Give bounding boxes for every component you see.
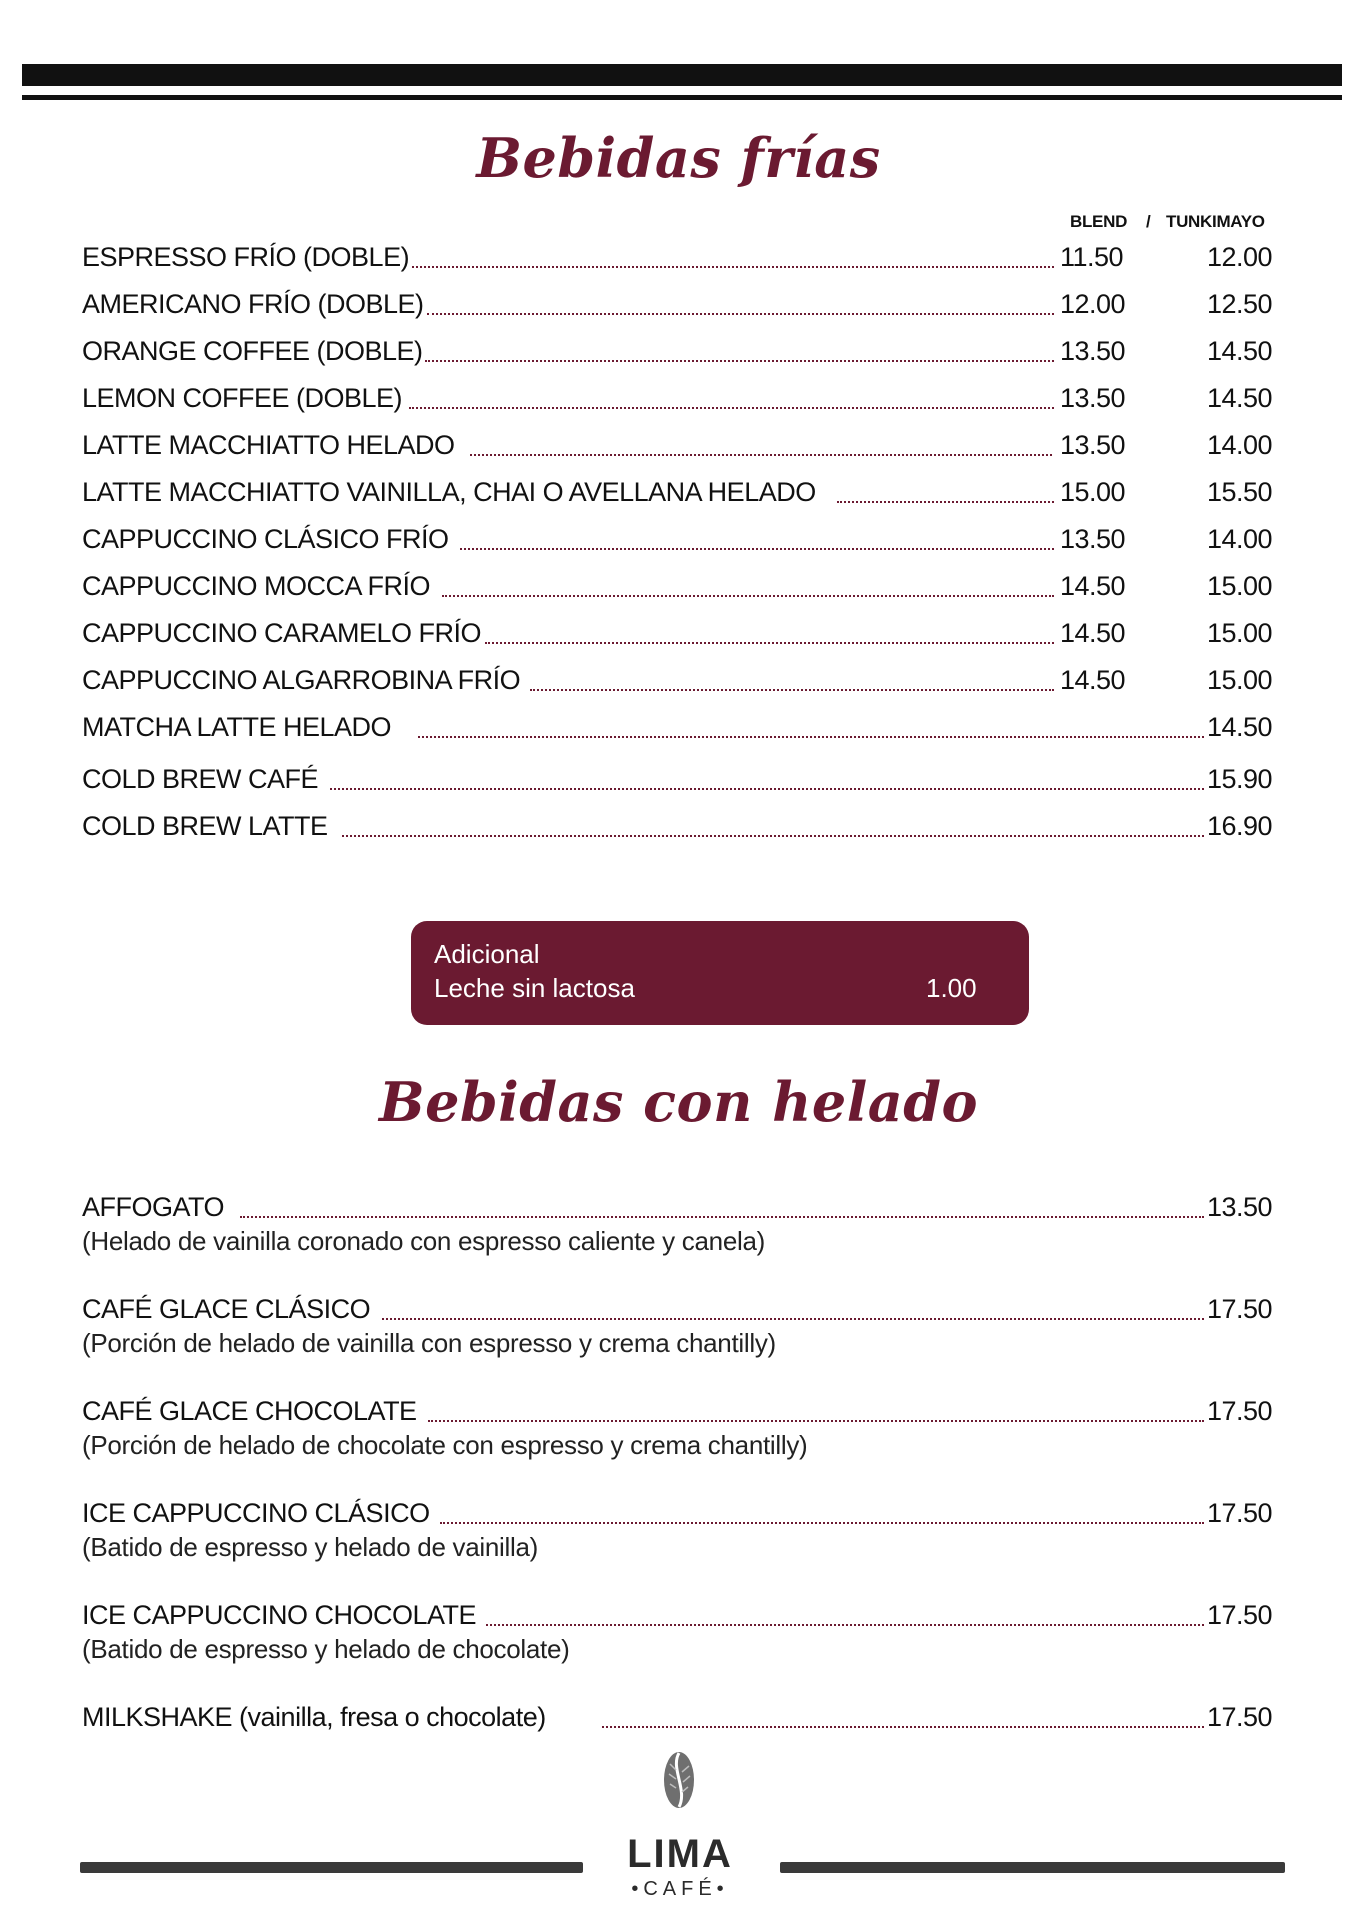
price-blend: 11.50 — [1060, 242, 1124, 272]
price: 14.50 — [1207, 712, 1273, 742]
price-blend: 13.50 — [1060, 383, 1126, 413]
price-tunkimayo: 15.00 — [1207, 665, 1273, 695]
price-tunkimayo: 14.50 — [1207, 383, 1273, 413]
brand-logo — [600, 1750, 760, 1910]
dot-leader — [602, 1726, 1204, 1728]
footer-divider-left — [80, 1862, 583, 1873]
dot-leader — [428, 1420, 1204, 1422]
price-blend: 12.00 — [1060, 289, 1126, 319]
item-name: CAPPUCCINO CLÁSICO FRÍO — [82, 524, 449, 554]
item-description: (Batido de espresso y helado de chocolate) — [82, 1634, 570, 1664]
brand-subtitle: •CAFÉ• — [631, 1878, 729, 1900]
price-blend: 13.50 — [1060, 430, 1126, 460]
footer-divider-right — [780, 1862, 1285, 1873]
price-tunkimayo: 15.00 — [1207, 571, 1273, 601]
price-blend: 14.50 — [1060, 571, 1126, 601]
additional-item-name: Leche sin lactosa — [434, 973, 635, 1003]
price-blend: 13.50 — [1060, 524, 1126, 554]
item-name: COLD BREW CAFÉ — [82, 764, 319, 794]
dot-leader — [530, 689, 1054, 691]
item-name: CAPPUCCINO MOCCA FRÍO — [82, 571, 431, 601]
item-name: LATTE MACCHIATTO HELADO — [82, 430, 455, 460]
item-description: (Porción de helado de vainilla con espresso y crema chantilly) — [82, 1328, 776, 1358]
dot-leader — [837, 501, 1054, 503]
price: 17.50 — [1207, 1702, 1273, 1732]
top-divider-thick — [22, 64, 1342, 86]
dot-leader — [412, 266, 1054, 268]
price-blend: 15.00 — [1060, 477, 1126, 507]
top-divider-thin — [22, 95, 1342, 100]
brand-name: LIMA — [627, 1832, 733, 1876]
price-tunkimayo: 15.00 — [1207, 618, 1273, 648]
coffee-bean-icon — [662, 1750, 696, 1810]
item-name: COLD BREW LATTE — [82, 811, 328, 841]
dot-leader — [470, 454, 1052, 456]
column-header-tunkimayo: TUNKIMAYO — [1166, 212, 1265, 231]
price-blend: 14.50 — [1060, 665, 1126, 695]
section-title-ice-cream-drinks: Bebidas con helado — [378, 1070, 979, 1134]
additional-option-box — [411, 921, 1029, 1025]
dot-leader — [425, 360, 1054, 362]
item-name: ICE CAPPUCCINO CHOCOLATE — [82, 1600, 477, 1630]
column-header-separator: / — [1146, 212, 1151, 231]
price: 15.90 — [1207, 764, 1273, 794]
item-description: (Batido de espresso y helado de vainilla) — [82, 1532, 538, 1562]
price-tunkimayo: 14.50 — [1207, 336, 1273, 366]
price: 17.50 — [1207, 1600, 1273, 1630]
price: 17.50 — [1207, 1294, 1273, 1324]
additional-item-price: 1.00 — [926, 973, 977, 1003]
dot-leader — [460, 548, 1054, 550]
item-name: AMERICANO FRÍO (DOBLE) — [82, 289, 424, 319]
item-name: MILKSHAKE (vainilla, fresa o chocolate) — [82, 1702, 546, 1732]
item-name: LATTE MACCHIATTO VAINILLA, CHAI O AVELLANA HELADO — [82, 477, 816, 507]
price-tunkimayo: 12.00 — [1207, 242, 1273, 272]
item-name: CAPPUCCINO ALGARROBINA FRÍO — [82, 665, 521, 695]
section-title-cold-drinks: Bebidas frías — [476, 126, 881, 190]
column-header-blend: BLEND — [1070, 212, 1128, 231]
dot-leader — [240, 1216, 1204, 1218]
price: 13.50 — [1207, 1192, 1273, 1222]
item-name: CAPPUCCINO CARAMELO FRÍO — [82, 618, 482, 648]
dot-leader — [442, 595, 1054, 597]
item-description: (Helado de vainilla coronado con espresso caliente y canela) — [82, 1226, 765, 1256]
price: 16.90 — [1207, 811, 1273, 841]
additional-title: Adicional — [434, 939, 540, 969]
item-name: LEMON COFFEE (DOBLE) — [82, 383, 403, 413]
item-name: CAFÉ GLACE CHOCOLATE — [82, 1396, 417, 1426]
price-blend: 14.50 — [1060, 618, 1126, 648]
price-tunkimayo: 12.50 — [1207, 289, 1273, 319]
item-name: ICE CAPPUCCINO CLÁSICO — [82, 1498, 430, 1528]
price: 17.50 — [1207, 1396, 1273, 1426]
price-tunkimayo: 14.00 — [1207, 430, 1273, 460]
dot-leader — [330, 788, 1204, 790]
item-name: ORANGE COFFEE (DOBLE) — [82, 336, 423, 366]
dot-leader — [440, 1522, 1204, 1524]
dot-leader — [342, 835, 1204, 837]
dot-leader — [486, 1624, 1204, 1626]
price-blend: 13.50 — [1060, 336, 1126, 366]
dot-leader — [427, 313, 1054, 315]
item-name: MATCHA LATTE HELADO — [82, 712, 392, 742]
price-tunkimayo: 14.00 — [1207, 524, 1273, 554]
dot-leader — [409, 407, 1054, 409]
price-tunkimayo: 15.50 — [1207, 477, 1273, 507]
item-name: AFFOGATO — [82, 1192, 225, 1222]
item-name: ESPRESSO FRÍO (DOBLE) — [82, 242, 410, 272]
dot-leader — [418, 736, 1204, 738]
item-description: (Porción de helado de chocolate con espresso y crema chantilly) — [82, 1430, 808, 1460]
price: 17.50 — [1207, 1498, 1273, 1528]
dot-leader — [382, 1318, 1204, 1320]
dot-leader — [485, 642, 1054, 644]
item-name: CAFÉ GLACE CLÁSICO — [82, 1294, 371, 1324]
